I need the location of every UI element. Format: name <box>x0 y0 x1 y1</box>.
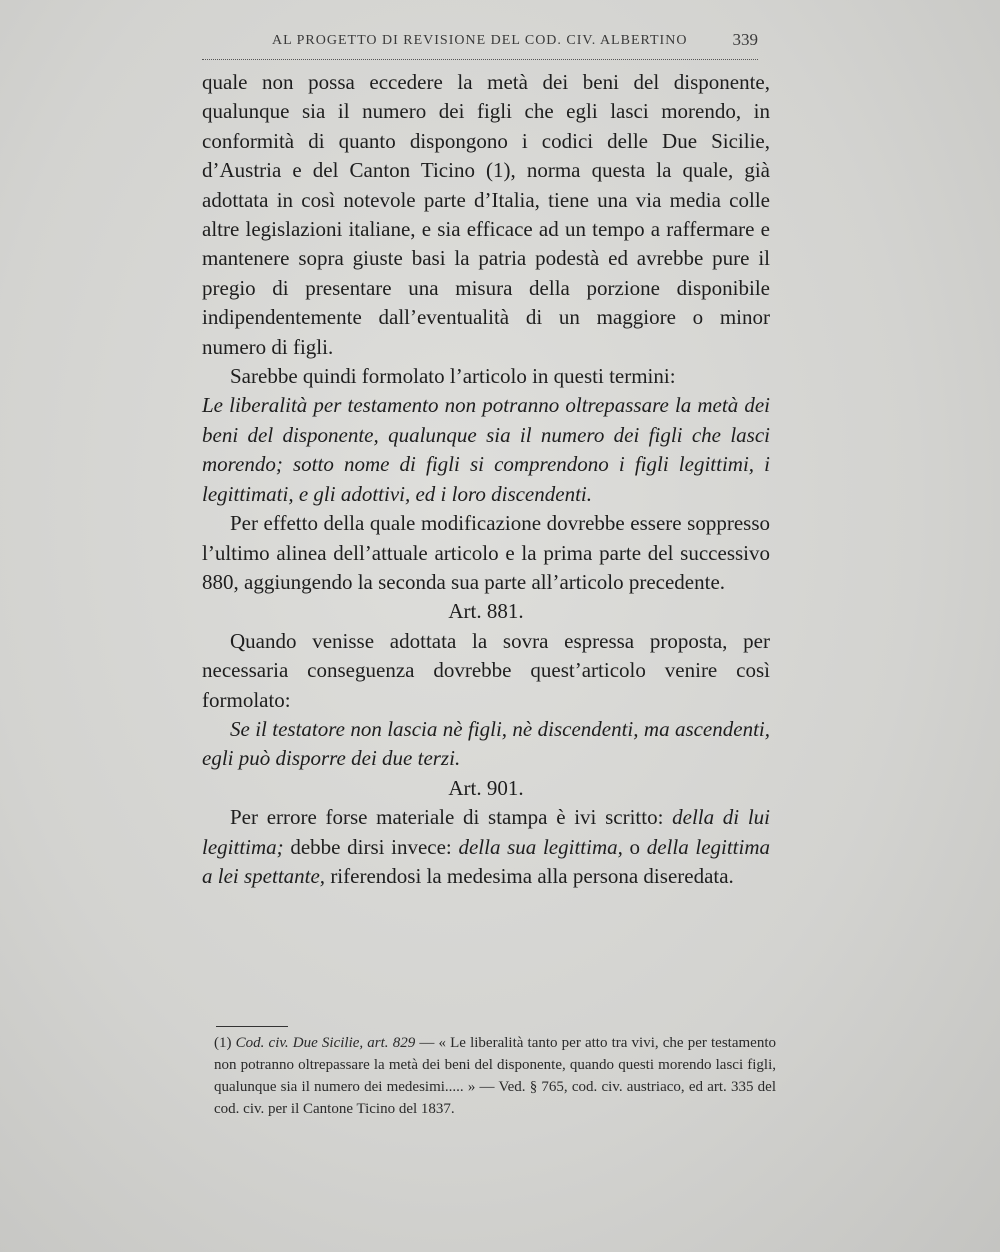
p7-text-e: o <box>629 834 641 859</box>
body-text <box>202 68 770 891</box>
proposed-article-quote: Le liberalità per testamento non potranno oltrepassare la metà dei beni del disponente, qualunque sia il numero dei figli che lasci morendo; sotto nome di figli si comprendono i figli legittimi, i legittimati, e gli adottivi, ed i loro discendenti. <box>202 393 770 506</box>
article-901-heading: Art. 901. <box>448 775 524 800</box>
p7-text-c: debbe dirsi invece: <box>290 834 452 859</box>
footnote-1 <box>214 1032 776 1120</box>
footnote-rule <box>216 1026 288 1027</box>
p7-italic-b: della di lui legittima; <box>202 805 771 859</box>
header-rule <box>202 59 758 60</box>
page-number: 339 <box>732 30 758 49</box>
p7-text-a: Per errore forse materiale di stampa è ivi scritto: <box>230 805 664 830</box>
p7-text-g: riferendosi la medesima alla persona diseredata. <box>330 863 734 888</box>
paragraph-2: Sarebbe quindi formolato l’articolo in questi termini: <box>230 364 676 389</box>
running-header <box>272 30 758 49</box>
article-881-quote: Se il testatore non lascia nè figli, nè discendenti, ma ascendenti, egli può disporre dei due terzi. <box>202 716 770 771</box>
footnote-text: — « Le liberalità tanto per atto tra vivi, che per testamento non potranno oltrepassare la metà dei beni del disponente, quando questi morendo lasci figli, qualunque sia il numero dei medesimi..... » — Ved. § 765, cod. civ. austriaco, ed art. 335 del cod. civ. per il Cantone Ticino del 1837. <box>214 1035 776 1117</box>
paragraph-1: quale non possa eccedere la metà dei beni del disponente, qualunque sia il numero dei figli che egli lasci morendo, in conformità di quanto dispongono i codici delle Due Sicilie, d’Austria e del Canton Ticino (1), norma questa la quale, già adottata in così notevole parte d’Italia, tiene una via media colle altre legislazioni italiane, e sia efficace ad un tempo a raffermare e mantenere sopra giuste basi la patria podestà ed avrebbe pure il pregio di presentare una misura della porzione disponibile indipendentemente dall’eventualità di un maggiore o minor numero di figli. <box>202 70 770 359</box>
running-title: AL PROGETTO DI REVISIONE DEL COD. CIV. ALBERTINO <box>272 33 688 48</box>
paragraph-4: Per effetto della quale modificazione dovrebbe essere soppresso l’ultimo alinea dell’attuale articolo e la prima parte del successivo 880, aggiungendo la seconda sua parte all’articolo precedente. <box>202 511 770 594</box>
paragraph-7 <box>202 803 770 891</box>
footnote <box>214 1032 776 1120</box>
p7-italic-d: della sua legittima, <box>458 834 623 859</box>
footnote-reference: Cod. civ. Due Sicilie, art. 829 <box>235 1035 416 1051</box>
paragraph-5: Quando venisse adottata la sovra espressa proposta, per necessaria conseguenza dovrebbe quest’articolo venire così formolato: <box>202 628 770 712</box>
p7-italic-f: della legittima a lei spettante, <box>202 834 771 888</box>
footnote-marker: (1) <box>214 1035 232 1051</box>
article-881-heading: Art. 881. <box>448 599 524 624</box>
